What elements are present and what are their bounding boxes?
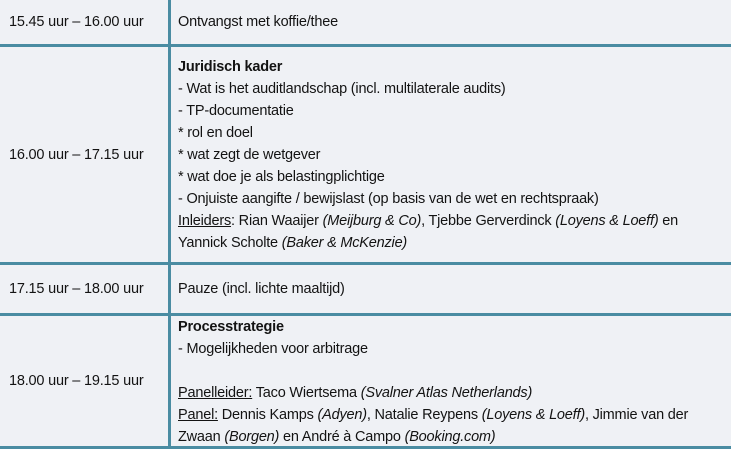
- text-segment: - Onjuiste aangifte / bewijslast (op basis van de wet en rechtspraak): [178, 190, 599, 207]
- session-line: [178, 144, 721, 166]
- text-segment: (Svalner Atlas Netherlands): [360, 385, 533, 401]
- text-segment: en Yannick Scholte: [178, 212, 679, 251]
- time-cell: 18.00 uur – 19.15 uur: [0, 316, 171, 446]
- time-cell: 17.15 uur – 18.00 uur: [0, 265, 171, 313]
- text-segment: Dennis Kamps: [217, 407, 318, 423]
- text-segment: (Loyens & Loeff): [481, 407, 585, 423]
- text-segment: (Adyen): [317, 407, 367, 423]
- text-segment: - Mogelijkheden voor arbitrage: [178, 341, 368, 357]
- text-segment: * wat doe je als belastingplichtige: [178, 168, 385, 185]
- text-segment: , Natalie Reypens: [366, 407, 482, 423]
- schedule-row: [0, 265, 731, 316]
- text-segment: Juridisch kader: [178, 58, 283, 75]
- session-line: [178, 122, 721, 144]
- text-segment: - Wat is het auditlandschap (incl. multilaterale audits): [178, 80, 506, 97]
- text-segment: Ontvangst met koffie/thee: [178, 14, 338, 30]
- text-segment: * wat zegt de wetgever: [178, 146, 321, 163]
- text-segment: (Borgen): [224, 429, 280, 445]
- text-segment: : Rian Waaijer: [231, 212, 323, 229]
- session-cell: [171, 316, 731, 446]
- text-segment: (Booking.com): [404, 429, 496, 445]
- session-line: [178, 404, 721, 446]
- session-line: [178, 100, 721, 122]
- session-line: [178, 210, 721, 254]
- text-segment: (Meijburg & Co): [322, 212, 422, 229]
- schedule-row: [0, 0, 731, 47]
- session-line: [178, 78, 721, 100]
- text-segment: (Baker & McKenzie): [281, 234, 408, 251]
- text-segment: en André à Campo: [279, 429, 405, 445]
- text-segment: , Jimmie van der Zwaan: [178, 407, 689, 445]
- text-segment: Panel:: [178, 407, 218, 423]
- session-line: [178, 188, 721, 210]
- session-cell: [171, 0, 731, 44]
- session-line: [178, 360, 721, 382]
- text-segment: - TP-documentatie: [178, 102, 294, 119]
- text-segment: Processtrategie: [178, 319, 284, 335]
- time-cell: 16.00 uur – 17.15 uur: [0, 47, 171, 262]
- session-line: [178, 56, 721, 78]
- text-segment: , Tjebbe Gerverdinck: [421, 212, 556, 229]
- text-segment: Panelleider:: [178, 385, 253, 401]
- session-line: [178, 316, 721, 338]
- schedule-row: [0, 316, 731, 449]
- session-cell: [171, 47, 731, 262]
- session-line: [178, 338, 721, 360]
- text-segment: * rol en doel: [178, 124, 253, 141]
- session-cell: [171, 265, 731, 313]
- text-segment: Taco Wiertsema: [252, 385, 361, 401]
- text-segment: Inleiders: [178, 212, 232, 229]
- schedule-row: [0, 47, 731, 265]
- text-segment: (Loyens & Loeff): [555, 212, 659, 229]
- text-segment: Pauze (incl. lichte maaltijd): [178, 281, 345, 297]
- time-cell: 15.45 uur – 16.00 uur: [0, 0, 171, 44]
- session-line: [178, 382, 721, 404]
- session-line: [178, 11, 721, 33]
- session-line: [178, 278, 721, 300]
- session-line: [178, 166, 721, 188]
